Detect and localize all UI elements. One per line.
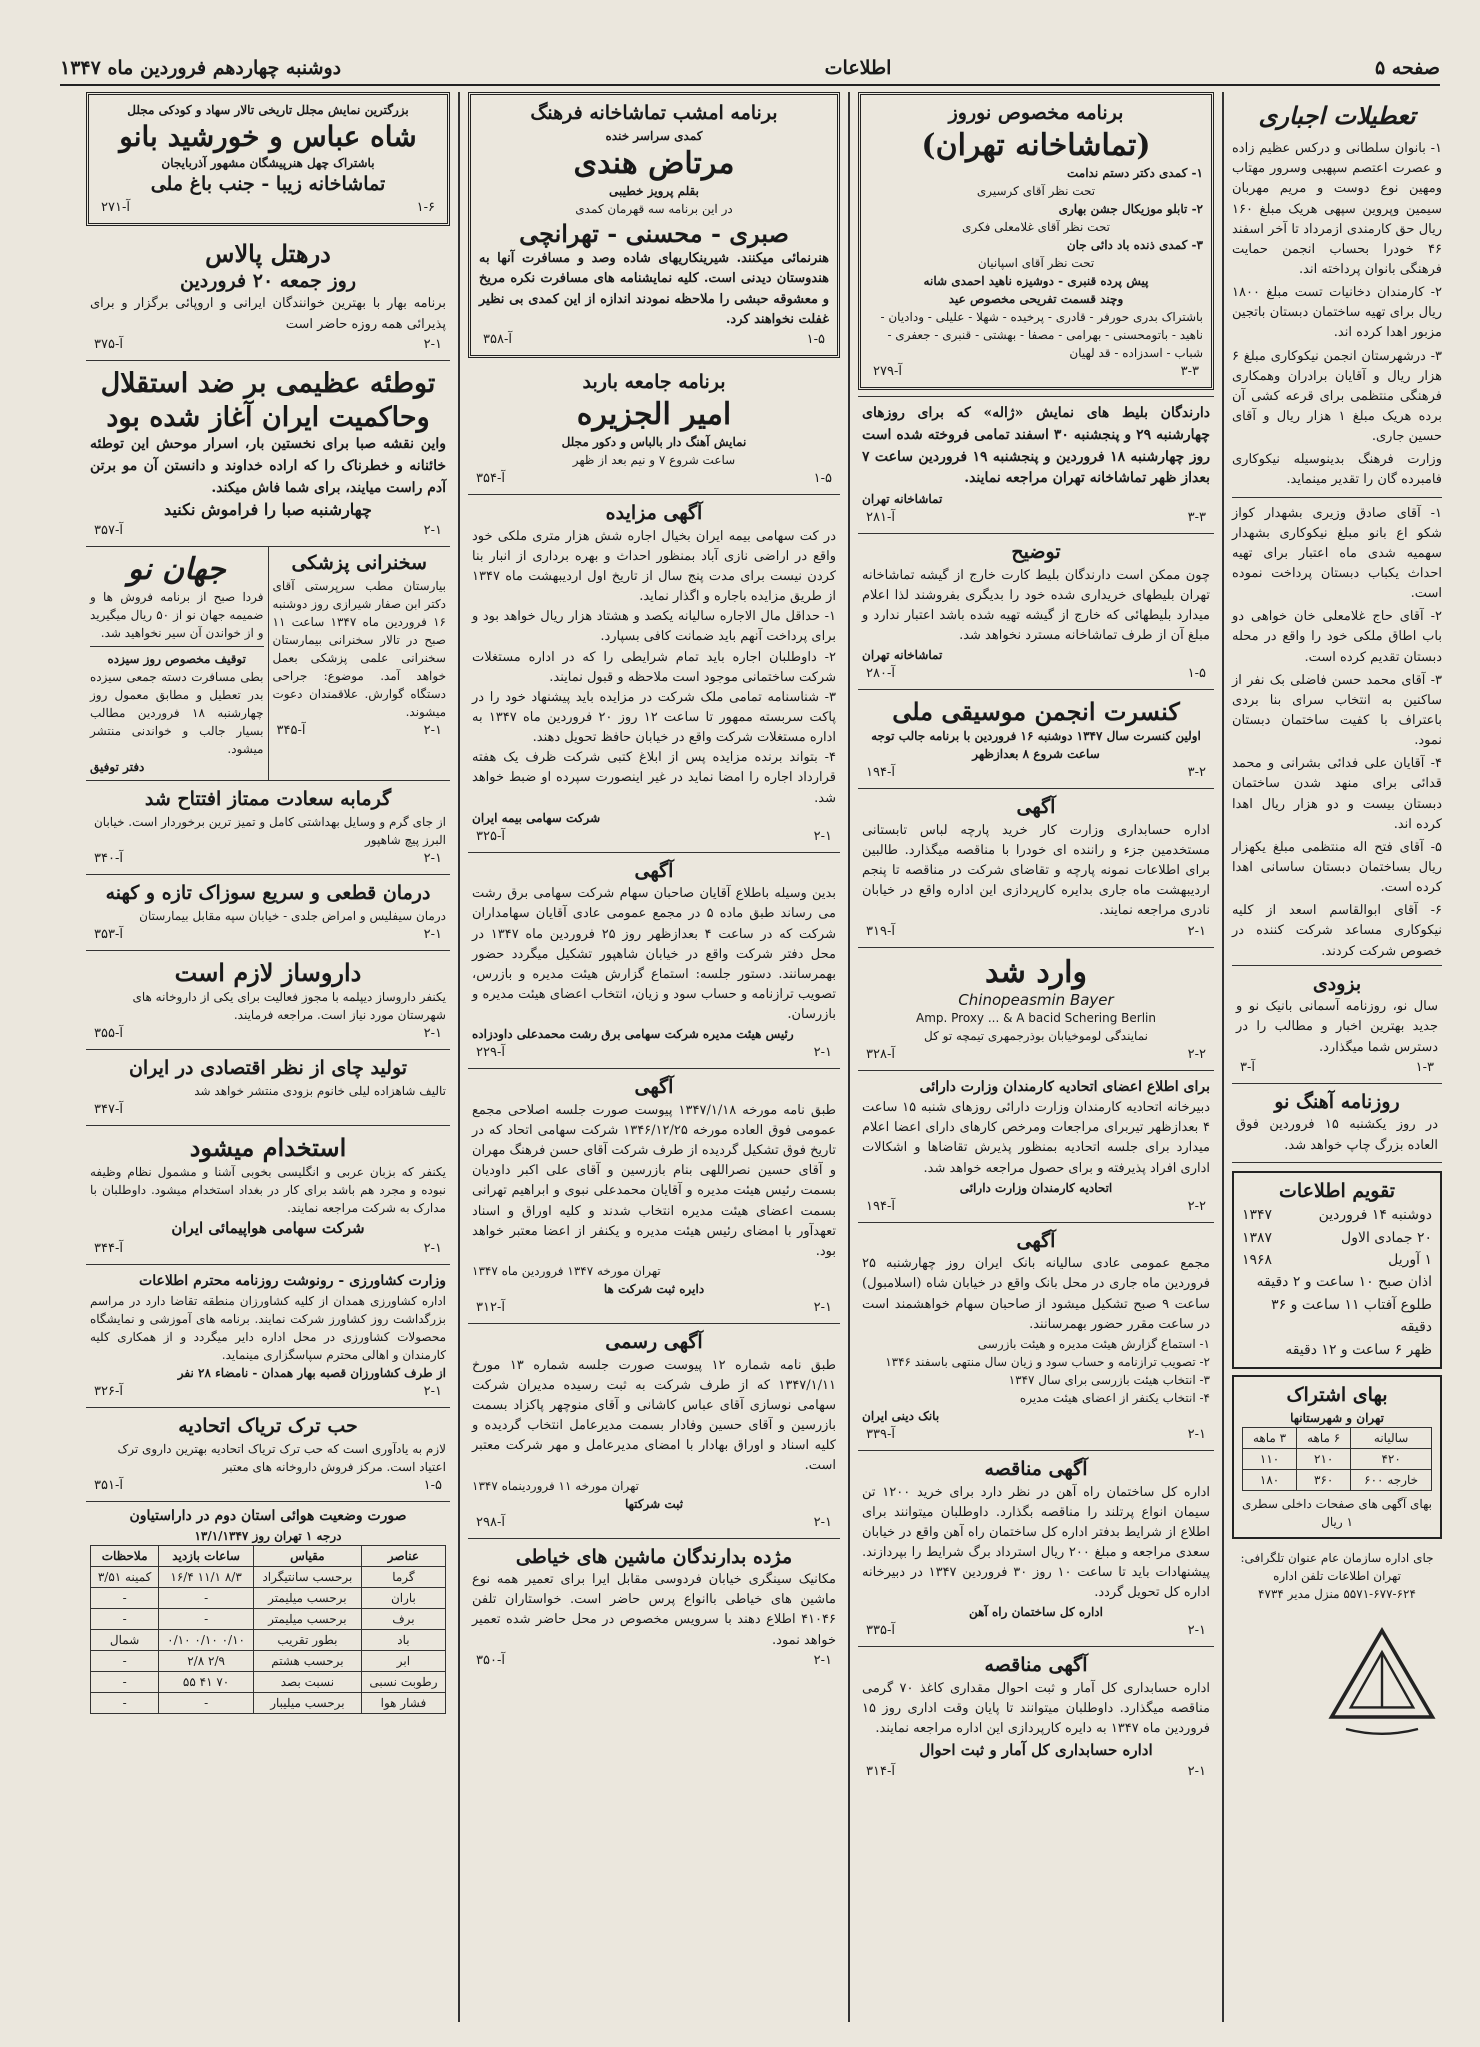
table-cell: ۷۰ ۴۱ ۵۵ — [159, 1671, 254, 1692]
ad-title: (تماشاخانه تهران) — [921, 127, 1151, 163]
table-cell: - — [91, 1608, 159, 1629]
table-cell: ۳ ماهه — [1243, 1427, 1297, 1448]
ad-title: روزنامه آهنگ نو — [1274, 1090, 1400, 1113]
ad-arrived — [858, 948, 1214, 1072]
ad-line: تحت نظر آقای اسپانیان — [977, 256, 1095, 271]
ad-title: سخنرانی پزشکی — [291, 551, 427, 574]
ad-sub: روز جمعه ۲۰ فروردین — [179, 269, 356, 292]
ad-union — [858, 1071, 1214, 1223]
ad-code-2: ۱-۵ — [813, 471, 832, 487]
table-cell: برحسب سانتیگراد — [253, 1566, 361, 1587]
ad-title: توضیح — [1011, 540, 1061, 563]
ad-code: آ-۳۵۰ — [476, 1652, 505, 1668]
ad-sign: تماشاخانه تهران — [862, 648, 943, 663]
ad-code: آ-۳۴۵ — [276, 722, 306, 738]
table-cell: ۲۱۰ — [1297, 1448, 1351, 1469]
ad-code: آ-۲۷۹ — [873, 364, 902, 380]
ad-text: برنامه بهار با بهترین خوانندگان ایرانی و اروپائی برگزار و برای پذیرائی همه روزه حاضر است — [90, 296, 446, 332]
table-cell: فشار هوا — [361, 1692, 445, 1713]
ad-title: آگهی رسمی — [605, 1331, 703, 1354]
table-cell: ۳۶۰ — [1297, 1469, 1351, 1490]
ad-text: اداره حسابداری وزارت کار خرید پارچه لباس تابستانی مستخدمین جزء و راننده ای خودرا با مناقصه میگذارد. طالبین برای اطلاعات نمونه پارچه و تقاضای شرکت در مناقصه تا پنجم اردیبهشت ماه جاری بدایره کارپردازی این اداره واقع در خیابان نادری مراجعه نمایند. — [862, 822, 1210, 919]
table-row — [91, 1671, 446, 1692]
ad-code-2: ۲-۱ — [423, 522, 442, 538]
list-item: ۵- آقای فتح اله منتظمی مبلغ یکهزار ریال بساختمان دبستان ساسانی اهدا کرده است. — [1232, 839, 1442, 896]
ad-title: آگهی — [634, 859, 674, 882]
ad-term: ۳- شناسنامه تمامی ملک شرکت در مزایده باید پیشنهاد خود را در پاکت سربسته ممهور تا ساعت ۱۲ روز ۲۰ فروردین ماه ۱۳۴۷ به اداره مستغلات شرکت واقع در خیابان حافظ تحویل دهند. — [472, 689, 836, 746]
table-cell: ۸/۳ ۱۱/۱ ۱۶/۴ — [159, 1566, 254, 1587]
ad-text: نمایش آهنگ دار بالباس و دکور مجلل — [561, 435, 747, 450]
ad-line: ۲- تابلو موزیکال جشن بهاری — [1058, 202, 1203, 217]
ad-code: آ-۳۴۴ — [94, 1241, 123, 1257]
list-item: ۱- بانوان سلطانی و درکس عظیم زاده و عصرت اعتصم سپهبی وسرور مهتاب ومهین نوع دوست و مریم مهربان سیمین وپروین سپهی هریک مبلغ ۱۶۰ ریال حق کارمندی ازمرداد تا آخر اسفند ۴۶ خودرا بحساب انجمن حمایت فرهنگی بانوان پرداخته اند. — [1232, 141, 1442, 278]
list-item: ۲- کارمندان دخانیات تست مبلغ ۱۸۰۰ ریال برای تهیه ساختمان دبستان باتجین مزبور اهدا کرده اند. — [1232, 285, 1442, 341]
table-cell: برحسب میلیمتر — [253, 1608, 361, 1629]
donation-list-2 — [1232, 504, 1442, 962]
ad-code: آ-۳۵۸ — [483, 331, 512, 347]
ad-text: اداره کشاورزی همدان از کلیه کشاورزان منطقه تقاضا دارد در مراسم بزرگداشت روز کشاورز شرکت نمایند. برنامه های آموزشی و نمایشگاه محصولات کشاورزی در محل اداره دایر میگردد و از همکاری کلیه کارمندان و اهالی محترم سپاسگزاری مینماید. — [90, 1294, 446, 1363]
ad-term: ۲- داوطلبان اجاره باید تمام شرایطی را که در اداره مستغلات شرکت ساختمانی موجود است ملاحظه و قبول نمایند. — [472, 649, 836, 685]
ad-top: برنامه مخصوص نوروز — [948, 102, 1124, 124]
ad-title: حب ترک تریاک اتحادیه — [178, 1415, 358, 1438]
column-divider — [848, 92, 850, 2022]
ad-text: یکنفر که بزبان عربی و انگلیسی بخوبی آشنا و مشمول نظام وظیفه نبوده و مجرد هم باشد برای کار در بغداد استخدام میشود. داوطلبان با مدارک به شرکت مراجعه نمایند. — [90, 1164, 446, 1215]
ad-tehran-theater-nowruz — [858, 92, 1214, 390]
weather-sub: درجه ۱ تهران روز ۱۳/۱/۱۳۴۷ — [194, 1528, 342, 1543]
ad-title: استخدام میشود — [189, 1132, 347, 1162]
announcement-newspaper — [1232, 1084, 1442, 1163]
ad-palace-hotel — [86, 232, 450, 361]
ad-code: آ-۲۹۸ — [476, 1514, 505, 1530]
column-divider — [458, 92, 460, 2022]
table-cell: - — [91, 1650, 159, 1671]
ad-text: واین نقشه صبا برای نخستین بار، اسرار موحش این توطئه خائنانه و خطرناک را که اراده خداوند و دانستن آن مو برتن آدم راست میایند، برای شما فاش میکند. — [90, 436, 446, 496]
agenda-item: ۴- انتخاب یکنفر از اعضای هیئت مدیره — [1019, 1390, 1210, 1405]
ad-title: مژده بدارندگان ماشین های خیاطی — [515, 1545, 793, 1568]
ad-code-2: ۳-۲ — [1187, 765, 1206, 781]
column-header: مقیاس — [253, 1545, 361, 1566]
ad-line: پیش پرده قنبری - دوشیزه ناهید احمدی شانه — [923, 274, 1149, 289]
ad-tender-1 — [858, 1451, 1214, 1647]
ad-jahan-no — [86, 547, 268, 781]
ad-code-2: ۲-۱ — [1187, 923, 1206, 939]
table-cell: گرما — [361, 1566, 445, 1587]
column-4 — [86, 92, 450, 1718]
ad-text: طبق نامه مورخه ۱۳۴۷/۱/۱۸ پیوست صورت جلسه اصلاحی مجمع عمومی فوق العاده مورخه ۱۳۴۶/۱۲/۲۵ شرکت سهامی اتحاد که در تاریخ فوق تشکیل گردیده از طرف شرکت آقای حسن فرهنگ مهران و آقای حسین نصراللهی بنام بازرسین و آقای علی اکبر داودیان بسمت رئیس هیئت مدیره و آقایان محمدعلی نبوی و ابراهیم تهرانی بسمت اعضای هیئت مدیره انتخاب شدند و کلیه اوراق و اسناد تعهدآور با امضای رئیس هیئت مدیره و یکنفر از اعضا معتبر خواهد بود. — [472, 1102, 837, 1259]
table-cell: ۲/۹ ۲/۸ — [159, 1650, 254, 1671]
column-header: عناصر — [361, 1545, 445, 1566]
product-latin: Amp. Proxy ... & A bacid Schering Berlin — [916, 1011, 1156, 1026]
table-cell: - — [91, 1671, 159, 1692]
ad-code: آ-۳۵۵ — [94, 1025, 123, 1041]
product-name: Chinopeasmin Bayer — [958, 991, 1114, 1010]
ad-code-2: ۱-۵ — [423, 1477, 442, 1493]
newspaper-name: اطلاعات — [824, 57, 892, 79]
ad-shah-abbas — [86, 92, 450, 226]
ad-sign: شرکت سهامی بیمه ایران — [472, 810, 601, 825]
ad-sign: بانک دینی ایران — [862, 1408, 940, 1423]
table-cell: رطوبت نسبی — [361, 1671, 445, 1692]
address-block: جای اداره سازمان عام عنوان تلگرافی: تهران اطلاعات تلفن اداره ۶۲۴-۶۷۷-۵۵۷۱ منزل مدیر ۴۷۳۴ — [1240, 1550, 1434, 1601]
ad-title: داروساز لازم است — [174, 957, 362, 987]
ad-logo: جهان نو — [127, 551, 226, 587]
ad-ministry-labor — [858, 789, 1214, 947]
ad-title: آگهی — [1016, 796, 1056, 819]
list-item: ۴- آقایان علی فدائی بشرانی و محمد قدائی برای منهد شدن ساختمان دبستان بیست و دو هزار ریال اهدا کرده اند. — [1232, 756, 1442, 832]
ad-code: آ-۳۲۵ — [476, 828, 505, 844]
agenda-item: ۲- تصویب ترازنامه و حساب سود و زیان سال منتهی باسفند ۱۳۴۶ — [885, 1354, 1210, 1369]
list-item: ۶- آقای ابوالقاسم اسعد از کلیه نیکوکاری مساعد شرکت کننده در خصوص شرکت کردند. — [1232, 903, 1442, 959]
ad-foot: چهارشنبه صبا را فراموش نکنید — [164, 500, 372, 520]
table-cell: برحسب هشتم — [253, 1650, 361, 1671]
table-cell: خارجه ۶۰۰ — [1351, 1469, 1432, 1490]
table-header-row — [91, 1545, 446, 1566]
ad-title: برای اطلاع اعضای اتحادیه کارمندان وزارت دارائی — [919, 1079, 1210, 1096]
table-cell: کمینه ۳/۵۱ — [91, 1566, 159, 1587]
ad-farhang-theater — [468, 92, 840, 358]
list-item: ۱- آقای صادق وزیری بشهدار کواز شکو اع بانو مبلغ نیکوکاری بشهدار سهمیه شدی ماه اعتبار برای تهیه احداث یکباب دبستان پرداخت نموده است. — [1232, 505, 1442, 602]
subscription-title: بهای اشتراک — [1286, 1384, 1388, 1407]
ad-code: آ-۳۲۶ — [94, 1384, 123, 1400]
ad-code-2: ۲-۱ — [423, 1241, 442, 1257]
table-cell: شمال — [91, 1629, 159, 1650]
column-2 — [858, 92, 1214, 1787]
ad-text: مجمع عمومی عادی سالیانه بانک ایران روز چهارشنبه ۲۵ فروردین ماه جاری در محل بانک واقع در خیابان شاه (اسلامبول) ساعت ۹ صبح تشکیل میشود از صاحبان سهام خواهشمند است در ساعت مقرر حضور بهمرسانند. — [862, 1256, 1210, 1332]
ad-text: بدین وسیله باطلاع آقایان صاحبان سهام شرکت سهامی برق رشت می رساند طبق ماده ۵ در مجمع عمومی عادی آقایان سهامداران شرکت که در ساعت ۴ بعدازظهر روز ۲۵ فروردین ماه ۱۳۴۷ در محل دفتر شرکت واقع در خیابان شاهپور تشکیل میگردد حضور بهمرسانند. دستور جلسه: استماع گزارش هیئت مدیره و بازرس، تصویب ترازنامه و حساب سود و زیان، انتخاب اعضای هیئت مدیره و بازرسان. — [472, 886, 836, 1023]
donation-list — [1232, 139, 1442, 490]
calendar-line: ظهر ۶ ساعت و ۱۲ دقیقه — [1285, 1341, 1432, 1358]
emblem-icon — [1322, 1621, 1442, 1741]
calendar-box — [1232, 1171, 1442, 1369]
ad-code: آ-۳۷۵ — [94, 336, 123, 352]
calendar-line: طلوع آفتاب ۱۱ ساعت و ۳۶ دقیقه — [1271, 1296, 1432, 1336]
ad-barbad — [468, 364, 840, 495]
table-row — [91, 1566, 446, 1587]
ad-text: اولین کنسرت سال ۱۳۴۷ دوشنبه ۱۶ فروردین با برنامه جالب توجه ساعت شروع ۸ بعدازظهر — [871, 729, 1201, 762]
ad-title: آگهی مزایده — [605, 502, 703, 525]
table-cell: ۱۱۰ — [1243, 1448, 1297, 1469]
ad-treatment — [86, 875, 450, 951]
ad-title: مرتاض هندی — [573, 145, 735, 181]
ad-line: تحت نظر آقای غلامعلی فکری — [961, 220, 1111, 235]
calendar-line: ۱ آوریل — [1388, 1252, 1432, 1269]
ad-sign: رئیس هیئت مدیره شرکت سهامی برق رشت محمدعلی داودزاده — [472, 1027, 794, 1042]
ad-text: در کت سهامی بیمه ایران بخیال اجاره شش هزار متری ملکی خود واقع در اراضی نازی آباد بمنظور احداث و بهره برداری از انبار بنا کردن نیست برای مدت پنج سال از تاریخ اول اردیبهشت ماه ۱۳۴۷ از طریق مزایده باجاره و اگذار نماید. — [472, 528, 836, 605]
ad-code-2: ۲-۱ — [813, 1652, 832, 1668]
ad-saba-conspiracy — [86, 361, 450, 547]
calendar-year: ۱۳۴۷ — [1242, 1207, 1273, 1224]
ad-hiring — [86, 1126, 450, 1266]
ad-sign: دفتر توفیق — [90, 760, 145, 775]
ad-text: طبق نامه شماره ۱۲ پیوست صورت جلسه شماره ۱۳ مورخ ۱۳۴۷/۱/۱۱ که از طرف شرکت به ثبت رسیده مدیران شرکت سهامی نوسازی آقای عباس کاشانی و آقای منوچهر پاکزاد بسمت بازرسین و آقای حسین وفادار بسمت مدیرعامل انتخاب گردیده و کلیه اسناد و اوراق بهادار با امضای مدیرعامل و مهر شرکت معتبر است. — [472, 1357, 836, 1474]
ad-code: آ-۳۱۴ — [866, 1763, 895, 1779]
ad-code-2: ۲-۲ — [1187, 1198, 1206, 1214]
ad-time: ساعت شروع ۷ و نیم بعد از ظهر — [572, 453, 736, 468]
page-number: صفحه ۵ — [1374, 57, 1440, 79]
subscription-sub: تهران و شهرستانها — [1290, 1410, 1384, 1425]
ad-line: تحت نظر آقای کرسیری — [976, 184, 1096, 199]
table-cell: سالیانه — [1351, 1427, 1432, 1448]
ad-sign: دایره ثبت شرکت ها — [603, 1282, 705, 1297]
ad-sign: اتحادیه کارمندان وزارت دارائی — [959, 1180, 1113, 1195]
ad-pharmacist — [86, 951, 450, 1050]
ad-company-notice — [468, 1069, 840, 1324]
weather-title: صورت وضعیت هوائی استان دوم در داراستیاون — [129, 1507, 407, 1524]
section-title: تعطیلات اجباری — [1258, 101, 1416, 130]
ad-code-2: ۲-۱ — [1187, 1426, 1206, 1442]
ad-cast-note: در این برنامه سه قهرمان کمدی — [575, 202, 733, 217]
ad-code: آ-۲۸۰ — [866, 666, 895, 682]
ad-title: آگهی مناقصه — [984, 1654, 1088, 1677]
ad-rasht-electric — [468, 853, 840, 1070]
table-cell: برف — [361, 1608, 445, 1629]
table-cell: ۴۲۰ — [1351, 1448, 1432, 1469]
ad-code-2: ۲-۱ — [813, 1045, 832, 1061]
ad-code: آ-۳۵۳ — [94, 926, 123, 942]
weather-table — [90, 1545, 446, 1714]
ad-text: بیارستان مطب سرپرستی آقای دکتر ابن صفار شیرازی روز دوشنبه ۱۶ فروردین ماه ۱۳۴۷ ساعت ۱۱ صبح در تالار سخنرانی بیمارستان سخنرانی علمی پزشکی بعمل خواهد آمد. موضوع: جراحی دستگاه گوارش. علاقمندان دعوت میشوند. — [272, 578, 446, 719]
ad-author: بقلم پرویز خطیبی — [609, 184, 699, 199]
calendar-line: اذان صبح ۱۰ ساعت و ۲ دقیقه — [1256, 1274, 1432, 1291]
column-3 — [468, 92, 840, 1676]
ad-title: وارد شد — [985, 954, 1087, 990]
list-item: وزارت فرهنگ بدینوسیله نیکوکاری فامبرده گان را تقدیر مینماید. — [1232, 452, 1442, 488]
ad-text: فردا صبح از برنامه فروش ها و ضمیمه جهان نو از ۵۰ ریال میگیرید و از خواندن آن سیر نخواهید شد. — [90, 590, 264, 641]
calendar-title: تقویم اطلاعات — [1278, 1179, 1395, 1202]
ad-code-2: ۲-۱ — [1187, 1623, 1206, 1639]
agenda-item: ۳- انتخاب هیئت بازرسی برای سال ۱۳۴۷ — [1008, 1372, 1210, 1387]
list-item: ۲- آقای حاج غلامعلی خان خواهی دو باب اطاق ملکی خود را واقع در محله دبستان تقدیم کرده است. — [1232, 609, 1442, 665]
ad-headline-1: توطئه عظیمی بر ضد استقلال — [100, 367, 436, 399]
ad-code-2: ۱-۵ — [1187, 666, 1206, 682]
ad-code: آ-۳۱۲ — [476, 1300, 505, 1316]
table-row — [91, 1650, 446, 1671]
ad-line: وچند قسمت تفریحی مخصوص عید — [948, 292, 1124, 307]
ad-text: دبیرخانه اتحادیه کارمندان وزارت دارائی روزهای شنبه ۱۵ ساعت ۴ بعدازظهر تیربرای مراجعات ومرخص کارهای دارای اعضا اعلام میدارد برای جلسه اتحادیه بمنظور پذیرش تقاضاها و اشکالات اداری افراد پذیرفته و برای حصول مراجعه خواهد شد. — [862, 1100, 1210, 1176]
ad-code-2: ۱-۳ — [1415, 1059, 1434, 1075]
ad-agriculture — [86, 1265, 450, 1408]
ad-term: ۱- حداقل مال الاجاره سالیانه یکصد و هشتاد هزار ریال خواهد بود و برای پرداخت آنهم باید ضمانت کافی بسپارد. — [472, 609, 836, 645]
ad-text: درمان سیفلیس و امراض جلدی - خیابان سپه مقابل بیمارستان — [139, 908, 446, 923]
ad-title: آگهی — [634, 1076, 674, 1099]
ad-tender-2 — [858, 1647, 1214, 1787]
ad-text-2: بطی مسافرت دسته جمعی سیزده بدر تعطیل و مطابق معمول روز چهارشنبه ۱۸ فروردین مطالب بسیار جالب و خواندنی منتشر میشود. — [90, 670, 264, 757]
table-row — [91, 1692, 446, 1713]
ad-code: آ-۳ — [1240, 1059, 1255, 1075]
calendar-line: دوشنبه ۱۴ فروردین — [1318, 1207, 1432, 1224]
table-cell: برحسب میلیمتر — [253, 1587, 361, 1608]
ad-title: وزارت کشاورزی - رونوشت روزنامه محترم اطلاعات — [139, 1273, 446, 1290]
ad-top: بزرگترین نمایش مجلل تاریخی تالار سهاد و کودکی مجلل — [127, 103, 409, 117]
subscription-table — [1242, 1427, 1432, 1491]
table-cell: - — [91, 1587, 159, 1608]
ad-title-2: توقیف مخصوص روز سیزده — [90, 646, 264, 668]
ad-sub: کمدی سراسر خنده — [605, 128, 703, 143]
ad-code: آ-۲۷۱ — [101, 199, 130, 215]
table-cell: ۶ ماهه — [1297, 1427, 1351, 1448]
calendar-year: ۱۹۶۸ — [1242, 1252, 1273, 1269]
ad-text: لازم به یادآوری است که حب ترک تریاک اتحادیه بهترین داروی ترک اعتیاد است. مرکز فروش داروخانه های معتبر — [117, 1441, 446, 1474]
ad-bank-meeting — [858, 1223, 1214, 1451]
ad-date: تهران مورخه ۱۱ فروردینماه ۱۳۴۷ — [472, 1478, 639, 1493]
ad-code-2: ۲-۱ — [813, 1514, 832, 1530]
ad-sign: اداره کل ساختمان راه آهن — [969, 1605, 1103, 1620]
ad-top: برنامه جامعه باربد — [582, 370, 726, 393]
ad-code-2: ۲-۱ — [423, 926, 442, 942]
ad-title: درمان قطعی و سریع سوزاک تازه و کهنه — [105, 882, 431, 905]
table-cell: بطور تقریب — [253, 1629, 361, 1650]
ad-code-2: ۲-۱ — [423, 851, 442, 867]
ad-text: از جای گرم و وسایل بهداشتی کامل و تمیز ترین برخوردار است. خیابان البرز پیچ شاهپور — [93, 815, 446, 848]
ad-code-2: ۲-۱ — [423, 336, 442, 352]
ad-code-2: ۲-۱ — [423, 722, 442, 738]
ad-text: چون ممکن است دارندگان بلیط کارت خارج از گیشه تماشاخانه تهران بلیطهای خریداری شده خود را بدیگری بفروشند لذا اعلام میدارد بلیطهائی که خارج از گیشه تهیه شده باشد اعتبار ندارد و مبلغ آن از طرف تماشاخانه مسترد نخواهد شد. — [862, 567, 1210, 643]
ad-text: اداره کل ساختمان راه آهن در نظر دارد برای خرید ۱۲۰۰ تن سیمان انواع پرتلند را مناقصه بگذارد. داوطلبان میتوانند برای اطلاع از شرایط بدفتر اداره کل ساختمان راه آهن واقع در خیابان سعدی مراجعه و مبلغ ۲۰۰ ریال استرداد برگ شرایط را بپردازند. پیشنهادات باید تا ساعت ۱۰ روز ۳۰ فروردین ۱۳۴۷ در دبیرخانه اداره کل تحویل گردد. — [862, 1484, 1211, 1601]
ad-date: تهران مورخه ۱۳۴۷ فروردین ماه ۱۳۴۷ — [472, 1264, 661, 1279]
ad-sign: از طرف کشاورزان قصبه بهار همدان - نامضاء ۲۸ نفر — [177, 1366, 446, 1381]
ad-term: ۴- بتواند برنده مزایده پس از ابلاغ کتبی شرکت ظرف یک هفته قرارداد اجاره را امضا نماید در غیر اینصورت سپرده او ضبط خواهد شد. — [472, 750, 836, 806]
ad-auction — [468, 495, 840, 853]
ad-ticket-holders — [858, 396, 1214, 534]
column-header: ملاحظات — [91, 1545, 159, 1566]
table-cell: - — [91, 1692, 159, 1713]
table-row — [91, 1587, 446, 1608]
ad-code: آ-۲۲۹ — [476, 1045, 505, 1061]
subscription-box — [1232, 1375, 1442, 1539]
ad-text: نمایندگی لوموخیابان بوذرجمهری تیمچه تو کل — [924, 1029, 1148, 1044]
ad-place: تماشاخانه زیبا - جنب باغ ملی — [150, 173, 386, 195]
ad-opium-pill — [86, 1408, 450, 1502]
ad-sign: تماشاخانه تهران — [862, 491, 943, 506]
table-cell: باد — [361, 1629, 445, 1650]
table-cell: - — [159, 1587, 254, 1608]
table-cell: - — [159, 1692, 254, 1713]
ad-cast: صبری - محسنی - تهرانچی — [519, 219, 789, 249]
ad-code-2: ۱-۵ — [806, 331, 825, 347]
ad-code-2: ۳-۳ — [1180, 364, 1199, 380]
ad-top: برنامه امشب تماشاخانه فرهنگ — [530, 102, 778, 124]
ad-concert — [858, 690, 1214, 789]
ad-medical-lecture — [268, 547, 451, 781]
ad-code: آ-۱۹۴ — [866, 1198, 895, 1214]
ad-text: مکانیک سینگری خیابان فردوسی مقابل ایرا برای تعمیر همه نوع ماشین های خیاطی باانواع پرس حاضر است. خواستاران تلفن ۴۱۰۴۶ اطلاع دهند با سرویس مخصوص در محل حاضر شده تعمیر خواهد نمود. — [472, 1572, 836, 1648]
ad-sign: ثبت شرکتها — [624, 1496, 684, 1511]
ad-official-notice — [468, 1324, 840, 1538]
column-header: ساعات بازدید — [159, 1545, 254, 1566]
ad-title: کنسرت انجمن موسیقی ملی — [892, 697, 1180, 727]
list-item: ۳- آقای محمد حسن فاضلی بک نفر از ساکنین به انتخاب سرای بنا بردی باعتراف با کفیت ساختمان دبستان نمود. — [1232, 672, 1442, 749]
table-cell: ابر — [361, 1650, 445, 1671]
ad-title: گرمابه سعادت ممتاز افتتاح شد — [144, 788, 392, 811]
ad-code: آ-۳۲۸ — [866, 1047, 895, 1063]
column-divider — [1222, 92, 1224, 2022]
ad-title: شاه عباس و خورشید بانو — [119, 120, 417, 153]
ad-title: امیر الجزیره — [576, 396, 732, 432]
ad-text: دارندگان بلیط های نمایش «ژاله» که برای روزهای چهارشنبه ۲۹ و پنجشنبه ۳۰ اسفند تمامی فروخته شده است روز چهارشنبه ۱۸ فروردین و پنجشنبه ۱۹ فروردین ساعت ۷ بعداز ظهر تماشاخانه تهران مراجعه نمایند. — [862, 405, 1210, 487]
ad-price-note: بهای آگهی های صفحات داخلی سطری ۱ ریال — [1242, 1496, 1432, 1529]
ad-code: آ-۳۳۹ — [866, 1426, 895, 1442]
ad-headline-2: وحاکمیت ایران آغاز شده بود — [106, 401, 430, 433]
ad-clarification — [858, 534, 1214, 690]
ad-title: آگهی — [1016, 1229, 1056, 1252]
issue-date: دوشنبه چهاردهم فروردین ماه ۱۳۴۷ — [60, 57, 342, 79]
ad-title: درهتل پالاس — [205, 238, 331, 268]
ad-tea-book — [86, 1050, 450, 1126]
table-cell: ۰/۱۰ ۰/۱۰ ۰/۱۰ — [159, 1629, 254, 1650]
agenda-item: ۱- استماع گزارش هیئت مدیره و هیئت بازرسی — [977, 1336, 1210, 1351]
ad-line: ۱- کمدی دکتر دستم ندامت — [1067, 166, 1203, 181]
table-cell: نسبت بصد — [253, 1671, 361, 1692]
ad-text: اداره حسابداری کل آمار و ثبت احوال مقداری کاغذ ۷۰ گرمی مناقصه میگذارد. داوطلبان میتوانند تا پایان وقت اداری روز ۱۵ فروردین ماه ۱۳۴۷ به دایره کارپردازی این اداره مراجعه نمایند. — [862, 1681, 1210, 1737]
ad-sign: شرکت سهامی هواپیمائی ایران — [171, 1218, 365, 1237]
ad-code-2: ۲-۲ — [1187, 1047, 1206, 1063]
announcement-soon — [1232, 965, 1442, 1084]
ad-code-2: ۳-۳ — [1187, 509, 1206, 525]
table-row — [91, 1608, 446, 1629]
table-cell: - — [159, 1608, 254, 1629]
page-header — [60, 52, 1440, 86]
table-cell: ۱۸۰ — [1243, 1469, 1297, 1490]
table-cell: باران — [361, 1587, 445, 1608]
table-cell: برحسب میلیبار — [253, 1692, 361, 1713]
ad-code: آ-۳۵۴ — [476, 471, 505, 487]
ad-code: آ-۳۴۰ — [94, 851, 123, 867]
split-row — [86, 547, 450, 782]
ad-code: آ-۱۹۴ — [866, 765, 895, 781]
ad-title: بزودی — [1312, 972, 1362, 995]
ad-code: آ-۲۸۱ — [866, 509, 895, 525]
ad-text: در روز یکشنبه ۱۵ فروردین فوق العاده بزرگ چاپ خواهد شد. — [1236, 1117, 1438, 1153]
ad-sign: اداره حسابداری کل آمار و ثبت احوال — [919, 1741, 1153, 1760]
ad-text: هنرنمائی میکنند. شیرینکاریهای شاده وصد و مسافرت آنها به هندوستان دیدنی است. کلیه نمایشنامه های مسافرت نکره مریخ و معشوقه حبشی را ملاحظه نمودند اندازه از این کمدی بی نظیر غفلت نخواهند کرد. — [479, 251, 829, 327]
ad-code: آ-۳۵۷ — [94, 522, 123, 538]
ad-sewing-machines — [468, 1539, 840, 1676]
table-row — [91, 1629, 446, 1650]
ad-text: یکنفر داروساز دیپلمه با مجوز فعالیت برای یکی از داروخانه های شهرستان مورد نیاز است. مراجعه فرمایند. — [132, 989, 446, 1022]
calendar-line: ۲۰ جمادی الاول — [1341, 1229, 1432, 1246]
ad-title: تولید چای از نظر اقتصادی در ایران — [128, 1056, 408, 1079]
ad-line: باشتراک بدری حورفر - قادری - پرخیده - شهلا - علیلی - ودادیان - ناهید - باتومحسنی - بهرامی - مصفا - بهشتی - قنبری - جعفری - شباب - اسدزاده - قد لهیان — [880, 310, 1203, 361]
ad-code-2: ۲-۱ — [813, 1300, 832, 1316]
ad-code-2: ۲-۱ — [423, 1384, 442, 1400]
ad-line: ۳- کمدی ذنده باد دائی جان — [1066, 238, 1203, 253]
ad-sub: باشتراک چهل هنرپیشگان مشهور آذربایجان — [161, 156, 375, 170]
ad-code: آ-۳۱۹ — [866, 923, 895, 939]
ad-code-2: ۲-۱ — [813, 828, 832, 844]
column-1 — [1232, 92, 1442, 1745]
calendar-year: ۱۳۸۷ — [1242, 1229, 1273, 1246]
ad-bathhouse — [86, 781, 450, 875]
ad-code: آ-۳۳۵ — [866, 1623, 895, 1639]
list-item: ۳- درشهرستان انجمن نیکوکاری مبلغ ۶ هزار ریال و آقایان برادران وهمکاری فرهنگی منتظمی برای قرعه کشی آن برده هریک مبلغ ۱ هزار ریال و آقای حسین جاری. — [1232, 348, 1442, 445]
ad-code-2: ۱-۶ — [416, 199, 435, 215]
ad-text: سال نو، روزنامه آسمانی بانیک نو و جدید بهترین اخبار و مطالب را در دسترس شما میگذارد. — [1236, 999, 1438, 1055]
ad-code-2: ۲-۱ — [1187, 1763, 1206, 1779]
ad-text: تالیف شاهزاده لیلی خانوم بزودی منتشر خواهد شد — [194, 1083, 446, 1098]
weather-report — [86, 1502, 450, 1718]
ad-code-2: ۲-۱ — [423, 1025, 442, 1041]
ad-code: آ-۳۴۷ — [94, 1101, 123, 1117]
ad-code: آ-۳۵۱ — [94, 1477, 123, 1493]
ad-title: آگهی مناقصه — [984, 1457, 1088, 1480]
